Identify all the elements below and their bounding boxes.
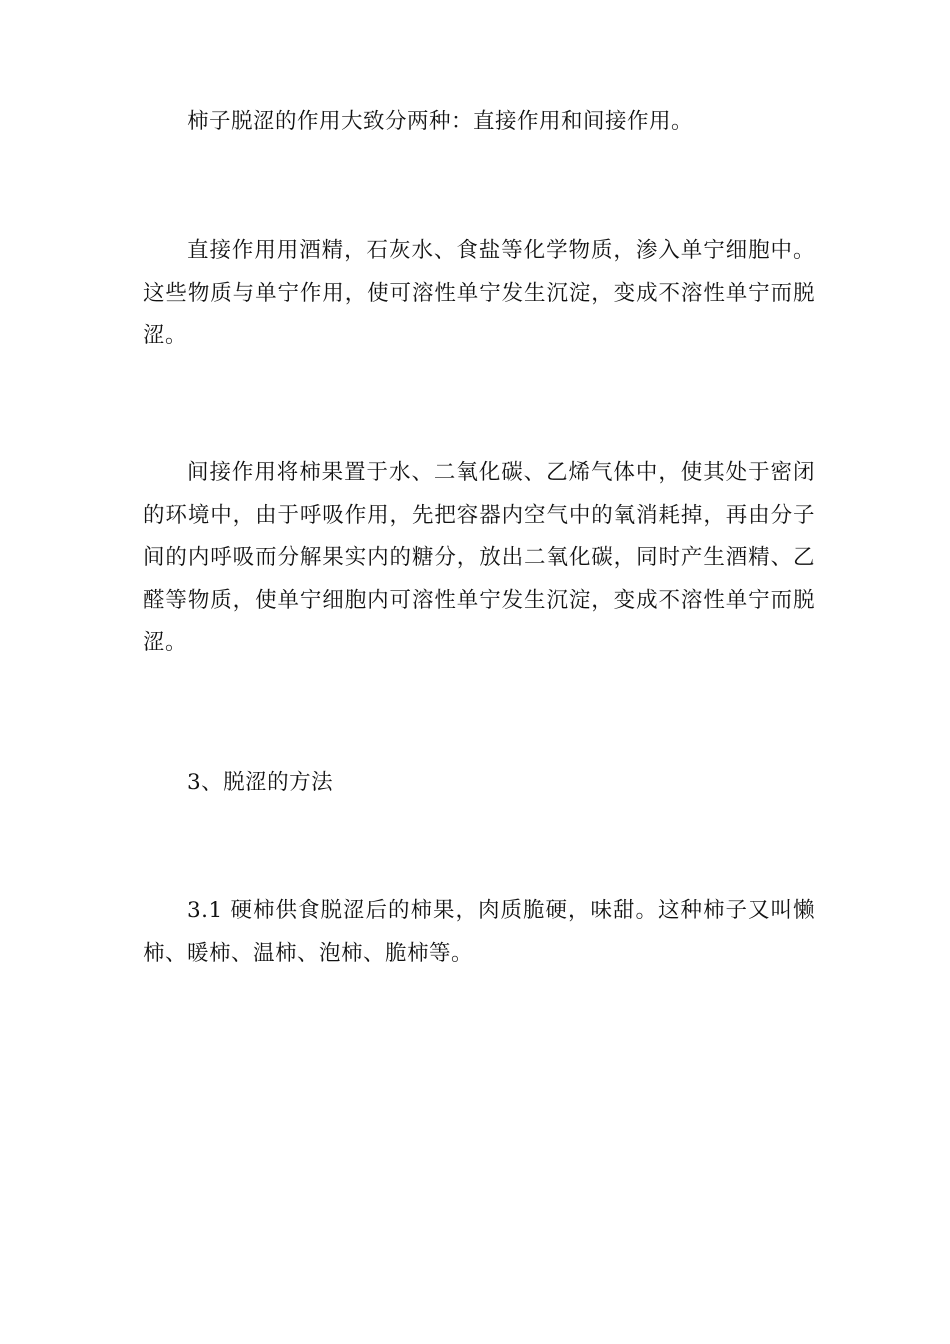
section-heading-methods: 3、脱涩的方法 <box>187 770 334 795</box>
paragraph-direct-action: 直接作用用酒精，石灰水、食盐等化学物质，渗入单宁细胞中。这些物质与单宁作用，使可溶性单宁发生沉淀，变成不溶性单宁而脱涩。 <box>143 238 815 348</box>
paragraph-hard-persimmon: 3.1 硬柿供食脱涩后的柿果，肉质脆硬，味甜。这种柿子又叫懒柿、暖柿、温柿、泡柿、脆柿等。 <box>143 898 815 966</box>
paragraph-intro: 柿子脱涩的作用大致分两种：直接作用和间接作用。 <box>187 109 694 134</box>
paragraph-indirect-action: 间接作用将柿果置于水、二氧化碳、乙烯气体中，使其处于密闭的环境中，由于呼吸作用，先把容器内空气中的氧消耗掉，再由分子间的内呼吸而分解果实内的糖分，放出二氧化碳，同时产生酒精、乙醛等物质，使单宁细胞内可溶性单宁发生沉淀，变成不溶性单宁而脱涩。 <box>143 460 815 655</box>
